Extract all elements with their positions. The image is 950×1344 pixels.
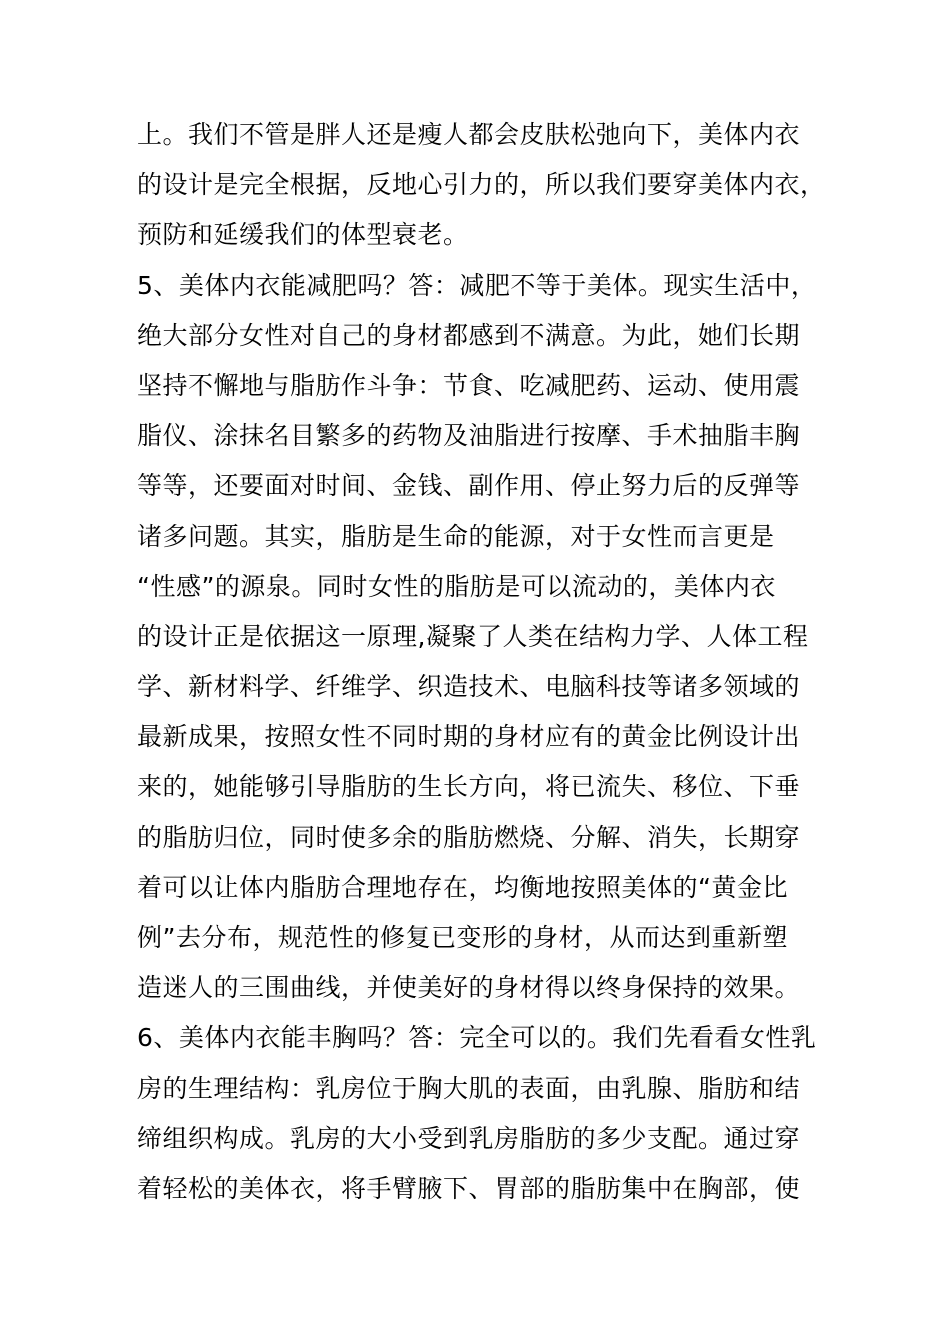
body-text [137, 110, 827, 1214]
text-line: 最新成果，按照女性不同时期的身材应有的黄金比例设计出 [137, 722, 801, 752]
text-line: 绝大部分女性对自己的身材都感到不满意。为此，她们长期 [137, 320, 801, 350]
text-line: 缔组织构成。乳房的大小受到乳房脂肪的多少支配。通过穿 [137, 1123, 801, 1153]
text-line: “性感”的源泉。同时女性的脂肪是可以流动的，美体内衣 [137, 571, 776, 601]
text-line: 造迷人的三围曲线，并使美好的身材得以终身保持的效果。 [137, 973, 801, 1003]
text-line: 来的，她能够引导脂肪的生长方向，将已流失、移位、下垂 [137, 772, 801, 802]
text-line: 学、新材料学、纤维学、织造技术、电脑科技等诸多领域的 [137, 672, 801, 702]
text-line: 脂仪、涂抹名目繁多的药物及油脂进行按摩、手术抽脂丰胸 [137, 421, 801, 451]
text-line: 上。我们不管是胖人还是瘦人都会皮肤松弛向下，美体内衣 [137, 120, 801, 149]
text-line: 预防和延缓我们的体型衰老。 [137, 220, 469, 250]
text-line: 6、美体内衣能丰胸吗？答：完全可以的。我们先看看女性乳 [137, 1023, 817, 1053]
text-line: 着轻松的美体衣，将手臂腋下、胃部的脂肪集中在胸部，使 [137, 1173, 801, 1203]
text-line: 等等，还要面对时间、金钱、副作用、停止努力后的反弹等 [137, 471, 801, 501]
text-line: 5、美体内衣能减肥吗？答：减肥不等于美体。现实生活中， [137, 270, 817, 300]
text-line: 例”去分布，规范性的修复已变形的身材，从而达到重新塑 [137, 923, 788, 952]
text-line: 的设计是完全根据，反地心引力的，所以我们要穿美体内衣， [137, 170, 826, 200]
text-line: 诸多问题。其实，脂肪是生命的能源，对于女性而言更是 [137, 521, 775, 551]
text-line: 房的生理结构：乳房位于胸大肌的表面，由乳腺、脂肪和结 [137, 1073, 801, 1103]
text-line: 着可以让体内脂肪合理地存在，均衡地按照美体的“黄金比 [137, 872, 788, 902]
text-line: 的设计正是依据这一原理,凝聚了人类在结构力学、人体工程 [137, 621, 809, 651]
text-line: 的脂肪归位，同时使多余的脂肪燃烧、分解、消失，长期穿 [137, 822, 801, 852]
text-line: 坚持不懈地与脂肪作斗争：节食、吃减肥药、运动、使用震 [137, 370, 801, 400]
